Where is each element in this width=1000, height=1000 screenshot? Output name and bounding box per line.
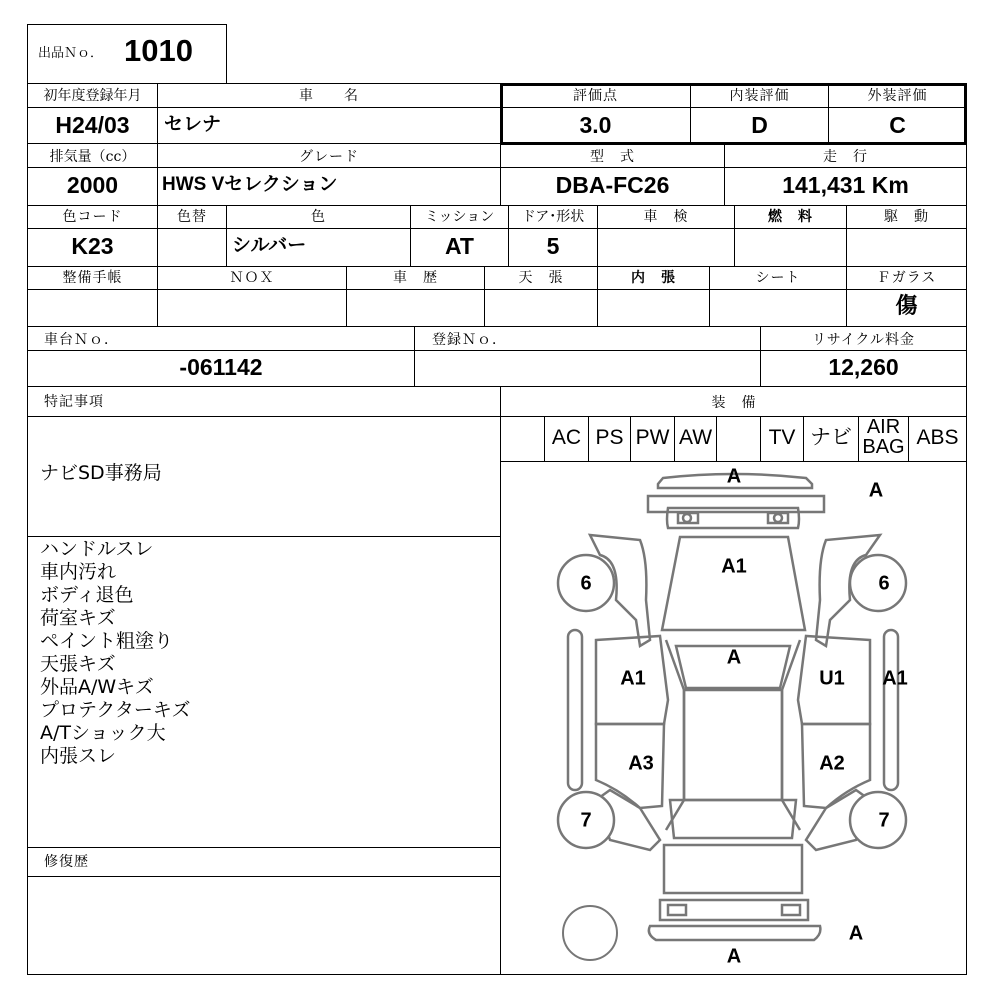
wheel-rear-right-label: 7 — [878, 809, 890, 832]
reg-date-value: H24/03 — [55, 112, 130, 138]
seat-label: シート — [755, 270, 801, 286]
car-outline — [568, 474, 898, 940]
car-name-value: セレナ — [164, 114, 222, 135]
remarks-list — [40, 538, 190, 768]
headliner-label: 天 張 — [518, 270, 564, 286]
equipment-abs: ABS — [916, 426, 959, 449]
wheel-front-left-label: 6 — [580, 572, 592, 595]
registration-number-label: 登録Ｎｏ． — [432, 332, 507, 348]
recycle-fee-value: 12,260 — [828, 354, 899, 380]
vehicle-history-label: 車 歴 — [393, 270, 438, 286]
equipment-label: 装 備 — [711, 395, 757, 411]
spare-tire-icon — [563, 906, 617, 960]
model-label: 型 式 — [590, 149, 635, 165]
mission-label: ミッション — [424, 209, 495, 225]
damage-rear-bumper: A — [726, 945, 742, 968]
chassis-number-value: -061142 — [179, 354, 263, 380]
equipment-pw: PW — [635, 426, 670, 449]
wheel-front-right-label: 6 — [878, 572, 890, 595]
damage-left-rear-door: A3 — [628, 752, 654, 775]
exterior-grade-label: 外装評価 — [867, 88, 928, 104]
remark-line: 外品A/Wキズ — [40, 676, 154, 698]
color-code-label: 色コード — [62, 209, 123, 225]
repair-history-label: 修復歴 — [44, 854, 89, 870]
damage-right-rear-door: A2 — [819, 752, 845, 775]
exterior-grade-value: C — [889, 112, 906, 138]
mission-value: AT — [445, 233, 474, 259]
front-glass-value: 傷 — [895, 293, 918, 318]
equipment-aw: AW — [678, 426, 713, 449]
damage-front-bumper: A — [726, 465, 742, 488]
remark-line: 荷室キズ — [40, 607, 116, 629]
door-value: 5 — [546, 233, 560, 259]
color-code-value: K23 — [71, 233, 114, 259]
remark-line: 車内汚れ — [40, 561, 117, 583]
interior-trim-label: 内 張 — [631, 270, 676, 286]
car-name-label: 車 名 — [299, 88, 359, 104]
damage-hood: A1 — [721, 555, 747, 578]
remark-line: A/Tショック大 — [40, 722, 166, 744]
equipment-airbag-top: AIR — [866, 416, 901, 438]
remarks-label: 特記事項 — [44, 394, 104, 410]
model-value: DBA-FC26 — [555, 172, 670, 198]
remarks-top-note: ナビSD事務局 — [40, 462, 162, 484]
door-label: ドア･形状 — [521, 209, 585, 225]
equipment-tv: TV — [768, 426, 796, 449]
color-label: 色 — [311, 209, 326, 225]
chassis-number-label: 車台Ｎｏ． — [44, 332, 119, 348]
reg-date-label: 初年度登録年月 — [43, 88, 142, 104]
interior-grade-label: 内装評価 — [729, 88, 790, 104]
remark-line: 内張スレ — [40, 745, 117, 767]
recycle-fee-label: リサイクル料金 — [811, 332, 916, 348]
displacement-label: 排気量（cc） — [49, 149, 136, 165]
car-damage-diagram — [501, 462, 966, 974]
displacement-value: 2000 — [66, 172, 119, 198]
nox-label: ＮＯＸ — [229, 270, 275, 286]
grade-value: HWS Vセレクション — [162, 174, 338, 195]
damage-roof-front: A — [726, 646, 742, 669]
mileage-value: 141,431 Km — [782, 172, 909, 198]
fuel-label: 燃 料 — [768, 209, 813, 225]
damage-right-side: A1 — [882, 667, 908, 690]
remark-line: プロテクターキズ — [40, 699, 191, 721]
remark-line: ハンドルスレ — [40, 538, 154, 560]
color-value: シルバー — [232, 235, 307, 256]
damage-right-front-door: U1 — [819, 667, 845, 690]
maintenance-record-label: 整備手帳 — [62, 270, 123, 286]
inspection-label: 車 検 — [643, 209, 689, 225]
grade-label: グレード — [299, 149, 359, 165]
equipment-airbag-bottom: BAG — [862, 436, 905, 458]
drive-label: 駆 動 — [884, 209, 929, 225]
remark-line: ボディ退色 — [40, 584, 134, 606]
damage-rear-right-corner: A — [848, 922, 864, 945]
equipment-ps: PS — [595, 426, 624, 449]
wheel-rear-left-label: 7 — [580, 809, 592, 832]
equipment-navi: ナビ — [810, 426, 852, 449]
mileage-label: 走 行 — [823, 149, 868, 165]
lot-number-box — [27, 24, 227, 84]
repaint-label: 色替 — [177, 209, 207, 225]
damage-front-right-corner: A — [868, 479, 884, 502]
remark-line: 天張キズ — [40, 653, 116, 675]
front-glass-label: Ｆガラス — [876, 270, 937, 286]
lot-number-value: 1010 — [124, 33, 193, 68]
score-value: 3.0 — [579, 112, 612, 138]
equipment-ac: AC — [551, 426, 582, 449]
damage-left-front-door: A1 — [620, 667, 646, 690]
lot-number-label: 出品Ｎｏ． — [38, 46, 104, 61]
interior-grade-value: D — [751, 112, 768, 138]
remark-line: ペイント粗塗り — [40, 630, 174, 652]
score-label: 評価点 — [573, 88, 618, 104]
